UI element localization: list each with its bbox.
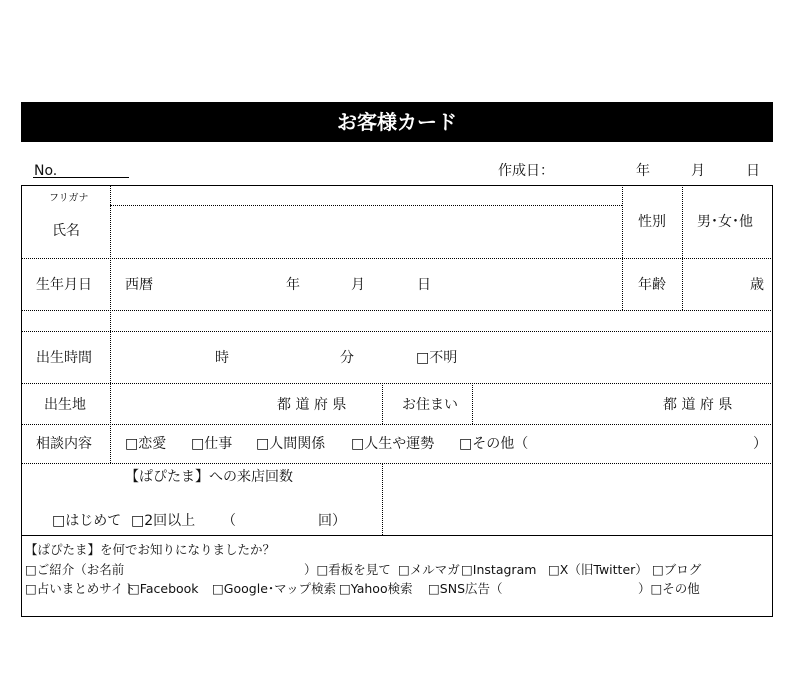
label-column-divider	[110, 185, 111, 463]
created-date-label: 作成日：	[498, 163, 554, 179]
unknown-checkbox[interactable]: □不明	[416, 350, 458, 366]
row-divider-5	[21, 424, 773, 425]
row-divider-2	[21, 310, 773, 311]
gender-age-value-divider	[682, 185, 683, 310]
referral-signboard[interactable]: ）□看板を見て	[304, 562, 391, 577]
visits-first-checkbox[interactable]: □はじめて	[52, 513, 122, 529]
referral-question: 【ぱぴたま】を何でお知りになりましたか？	[25, 542, 276, 557]
gender-options: 男･女･他	[697, 214, 753, 230]
visits-divider	[382, 463, 383, 535]
created-day-label: 日	[746, 163, 760, 179]
row-divider-1	[21, 258, 773, 259]
referral-mailmag[interactable]: □メルマガ	[398, 562, 460, 577]
consult-label: 相談内容	[36, 436, 92, 452]
birth-time-label: 出生時間	[36, 350, 92, 366]
consult-option-relationships[interactable]: □人間関係	[256, 436, 326, 452]
referral-other[interactable]: ）□その他	[638, 581, 700, 596]
birthplace-prefecture: 都 道 府 県	[277, 397, 347, 413]
visits-repeat-checkbox[interactable]: □2回以上	[131, 513, 196, 529]
furigana-divider	[110, 205, 622, 206]
furigana-label: フリガナ	[49, 193, 89, 204]
residence-divider-b	[472, 383, 473, 424]
minute-label: 分	[340, 350, 354, 366]
age-label: 年齢	[638, 277, 666, 293]
consult-option-love[interactable]: □恋愛	[125, 436, 167, 452]
referral-fortune-site[interactable]: □占いまとめサイト	[25, 581, 136, 596]
referral-sns-ad[interactable]: □SNS広告（	[428, 581, 503, 596]
row-divider-3	[21, 331, 773, 332]
referral-google[interactable]: □Google･マップ検索	[212, 581, 337, 596]
created-year-label: 年	[636, 163, 650, 179]
birthdate-label: 生年月日	[36, 277, 92, 293]
birth-day-label: 日	[417, 277, 431, 293]
name-label: 氏名	[52, 223, 80, 239]
residence-label: お住まい	[402, 397, 458, 413]
consult-close-paren: ）	[753, 436, 767, 452]
consult-option-other[interactable]: □その他（	[459, 436, 529, 452]
row-divider-6	[21, 463, 773, 464]
visits-times-label: 回）	[318, 513, 346, 529]
row-divider-4	[21, 383, 773, 384]
row-divider-7	[21, 535, 773, 536]
birthplace-label: 出生地	[44, 397, 86, 413]
birth-year-label: 年	[286, 277, 300, 293]
gender-label: 性別	[638, 214, 666, 230]
title-bar	[21, 102, 773, 142]
referral-facebook[interactable]: □Facebook	[128, 581, 199, 596]
consult-option-fortune[interactable]: □人生や運勢	[351, 436, 435, 452]
referral-instagram[interactable]: □Instagram	[461, 562, 537, 577]
gender-age-divider	[622, 185, 623, 310]
age-unit: 歳	[750, 277, 764, 293]
hour-label: 時	[215, 350, 229, 366]
era-label: 西暦	[125, 277, 153, 293]
created-month-label: 月	[691, 163, 705, 179]
birth-month-label: 月	[351, 277, 365, 293]
referral-introduction[interactable]: □ご紹介（お名前	[25, 562, 125, 577]
referral-blog[interactable]: □ブログ	[652, 562, 702, 577]
no-label: No.	[34, 163, 58, 179]
no-underline	[33, 177, 129, 178]
consult-option-work[interactable]: □仕事	[191, 436, 233, 452]
referral-x[interactable]: □X（旧Twitter）	[548, 562, 648, 577]
referral-yahoo[interactable]: □Yahoo検索	[339, 581, 413, 596]
residence-prefecture: 都 道 府 県	[663, 397, 733, 413]
page-title: お客様カード	[337, 110, 457, 134]
visits-paren-open: （	[222, 513, 236, 529]
residence-divider-a	[382, 383, 383, 424]
visits-title: 【ぱぴたま】への来店回数	[125, 469, 293, 485]
